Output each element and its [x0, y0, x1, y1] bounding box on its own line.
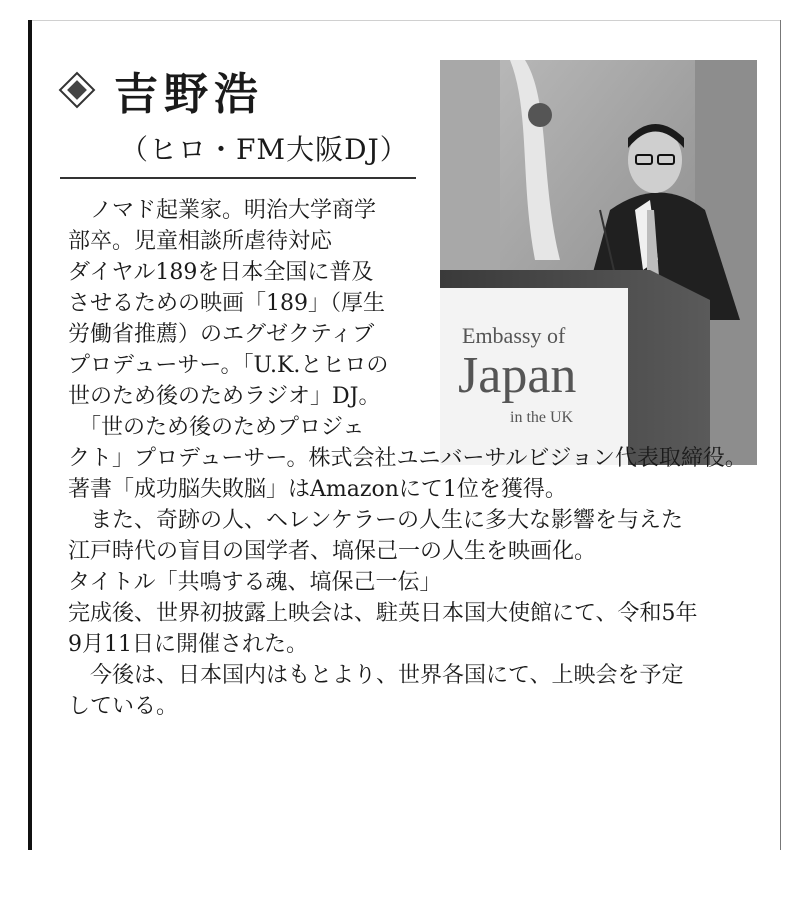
podium-sign-line-3: in the UK [510, 409, 574, 426]
left-border-rule [28, 20, 32, 850]
bio-line: ノマド起業家。明治大学商学 [68, 198, 377, 223]
bio-line: ダイヤル189を日本全国に普及 [68, 260, 374, 285]
bio-line: クト」プロデューサー。株式会社ユニバーサルビジョン代表取締役。 [68, 446, 747, 471]
bio-left-column [68, 195, 418, 443]
profile-photo-illustration [440, 60, 757, 465]
title-underline [60, 177, 416, 179]
podium-sign-line-1: Embassy of [462, 323, 566, 348]
bio-line: また、奇跡の人、ヘレンケラーの人生に多大な影響を与えた [68, 508, 684, 533]
bio-line: 労働省推薦）のエグゼクティブ [68, 322, 375, 347]
top-border [30, 20, 780, 21]
bio-line: 部卒。児童相談所虐待対応 [68, 229, 333, 254]
right-border-rule [780, 20, 781, 850]
title-row [62, 60, 264, 120]
bio-line: 江戸時代の盲目の国学者、塙保己一の人生を映画化。 [68, 539, 597, 564]
bio-line: させるための映画「189」（厚生 [68, 291, 385, 316]
bio-line: プロデューサー。「U.K.とヒロの [68, 353, 389, 378]
bio-line: タイトル「共鳴する魂、塙保己一伝」 [68, 570, 442, 595]
bio-full-width [68, 443, 768, 722]
person-subtitle: （ヒロ・FM大阪DJ） [120, 133, 409, 166]
profile-photo [440, 60, 757, 465]
bio-line: 9月11日に開催された。 [68, 632, 308, 657]
bio-line: 著書「成功脳失敗脳」はAmazonにて1位を獲得。 [68, 477, 567, 502]
podium-sign-line-2: Japan [458, 347, 577, 404]
person-name: 吉野浩 [114, 69, 264, 120]
diamond-bullet-icon [62, 75, 92, 105]
bio-line: している。 [68, 694, 179, 719]
bio-line: 今後は、日本国内はもとより、世界各国にて、上映会を予定 [68, 663, 684, 688]
bio-line: 「世のため後のためプロジェ [68, 415, 365, 440]
bio-line: 世のため後のためラジオ」DJ。 [68, 384, 381, 409]
bio-line: 完成後、世界初披露上映会は、駐英日本国大使館にて、令和5年 [68, 601, 698, 626]
